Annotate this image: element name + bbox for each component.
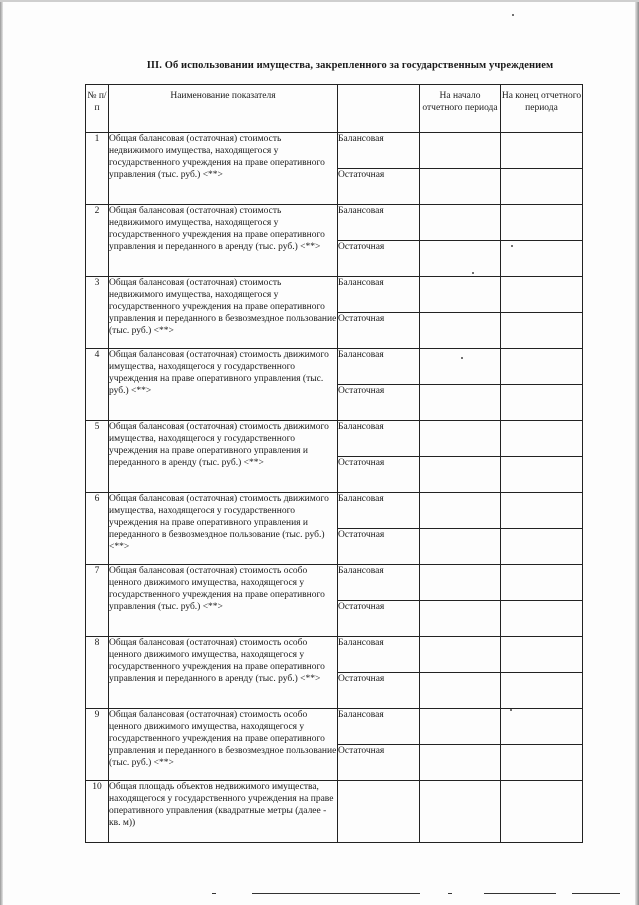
- indicator-name: Общая балансовая (остаточная) стоимость недвижимого имущества, находящегося у государственного учреждения на праве оперативного управления (тыс. руб.) <**>: [109, 133, 338, 205]
- table-row: [86, 781, 583, 843]
- period-end-cell: [501, 601, 583, 637]
- period-start-cell: [420, 349, 501, 385]
- table-row: [86, 277, 583, 313]
- value-type-label: Балансовая: [338, 349, 420, 385]
- period-end-cell: [501, 277, 583, 313]
- period-end-cell: [501, 709, 583, 745]
- row-number: 10: [86, 781, 109, 843]
- period-end-cell: [501, 673, 583, 709]
- indicator-name: Общая балансовая (остаточная) стоимость движимого имущества, находящегося у государственного учреждения на праве оперативного управления (тыс. руб.) <**>: [109, 349, 338, 421]
- indicator-name: Общая балансовая (остаточная) стоимость особо ценного движимого имущества, находящегося у государственного учреждения на праве оперативного управления и переданного в безвозмездное пользование (тыс. руб.) <**>: [109, 709, 338, 781]
- value-type-label: Балансовая: [338, 565, 420, 601]
- period-end-cell: [501, 493, 583, 529]
- table-row: [86, 349, 583, 385]
- row-number: 5: [86, 421, 109, 493]
- value-type-label: Остаточная: [338, 457, 420, 493]
- row-number: 6: [86, 493, 109, 565]
- value-type-label: Балансовая: [338, 205, 420, 241]
- indicator-name: Общая балансовая (остаточная) стоимость движимого имущества, находящегося у государственного учреждения на праве оперативного управления и переданного в аренду (тыс. руб.) <**>: [109, 421, 338, 493]
- scan-edge-right: [635, 0, 639, 905]
- period-start-cell: [420, 529, 501, 565]
- table-row: [86, 421, 583, 457]
- period-start-cell: [420, 277, 501, 313]
- period-start-cell: [420, 709, 501, 745]
- table-row: [86, 493, 583, 529]
- value-type-label: Остаточная: [338, 529, 420, 565]
- period-start-cell: [420, 781, 501, 843]
- value-type-cell: [338, 781, 420, 843]
- period-end-cell: [501, 529, 583, 565]
- period-start-cell: [420, 637, 501, 673]
- row-number: 9: [86, 709, 109, 781]
- period-start-cell: [420, 673, 501, 709]
- row-number: 7: [86, 565, 109, 637]
- value-type-label: Остаточная: [338, 169, 420, 205]
- period-end-cell: [501, 133, 583, 169]
- period-end-cell: [501, 565, 583, 601]
- period-start-cell: [420, 601, 501, 637]
- value-type-label: Балансовая: [338, 709, 420, 745]
- table-row: [86, 709, 583, 745]
- value-type-label: Остаточная: [338, 385, 420, 421]
- row-number: 4: [86, 349, 109, 421]
- header-name: Наименование показателя: [109, 85, 338, 133]
- section-title: III. Об использовании имущества, закрепленного за государственным учреждением: [146, 60, 554, 71]
- value-type-label: Балансовая: [338, 421, 420, 457]
- period-end-cell: [501, 241, 583, 277]
- header-period-start: На начало отчетного периода: [420, 85, 501, 133]
- period-end-cell: [501, 745, 583, 781]
- header-num: № п/п: [86, 85, 109, 133]
- scan-edge-left: [0, 0, 3, 905]
- table-row: [86, 133, 583, 169]
- value-type-label: Балансовая: [338, 133, 420, 169]
- header-type: [338, 85, 420, 133]
- period-end-cell: [501, 385, 583, 421]
- period-end-cell: [501, 457, 583, 493]
- indicator-name: Общая балансовая (остаточная) стоимость особо ценного движимого имущества, находящегося у государственного учреждения на праве оперативного управления и переданного в аренду (тыс. руб.) <**>: [109, 637, 338, 709]
- row-number: 3: [86, 277, 109, 349]
- period-start-cell: [420, 169, 501, 205]
- indicator-name: Общая балансовая (остаточная) стоимость недвижимого имущества, находящегося у государственного учреждения на праве оперативного управления и переданного в аренду (тыс. руб.) <**>: [109, 205, 338, 277]
- row-number: 8: [86, 637, 109, 709]
- period-end-cell: [501, 169, 583, 205]
- period-end-cell: [501, 781, 583, 843]
- period-start-cell: [420, 745, 501, 781]
- period-start-cell: [420, 385, 501, 421]
- period-end-cell: [501, 637, 583, 673]
- row-number: 2: [86, 205, 109, 277]
- period-end-cell: [501, 421, 583, 457]
- period-start-cell: [420, 457, 501, 493]
- period-start-cell: [420, 241, 501, 277]
- table-header-row: [86, 85, 583, 133]
- period-end-cell: [501, 313, 583, 349]
- table-row: [86, 637, 583, 673]
- value-type-label: Остаточная: [338, 601, 420, 637]
- table-body: [86, 133, 583, 843]
- period-start-cell: [420, 205, 501, 241]
- value-type-label: Остаточная: [338, 313, 420, 349]
- indicator-name: Общая площадь объектов недвижимого имущества, находящегося у государственного учреждения на праве оперативного управления (квадратные метры (далее - кв. м)): [109, 781, 338, 843]
- value-type-label: Остаточная: [338, 673, 420, 709]
- header-period-end: На конец отчетного периода: [501, 85, 583, 133]
- row-number: 1: [86, 133, 109, 205]
- value-type-label: Остаточная: [338, 241, 420, 277]
- value-type-label: Балансовая: [338, 277, 420, 313]
- value-type-label: Балансовая: [338, 493, 420, 529]
- scan-edge-top: [0, 0, 639, 2]
- value-type-label: Остаточная: [338, 745, 420, 781]
- period-start-cell: [420, 133, 501, 169]
- scan-bottom-marks: [0, 893, 639, 897]
- table-row: [86, 205, 583, 241]
- period-start-cell: [420, 313, 501, 349]
- scan-speck: [512, 14, 514, 16]
- indicator-name: Общая балансовая (остаточная) стоимость недвижимого имущества, находящегося у государственного учреждения на праве оперативного управления и переданного в безвозмездное пользование (тыс. руб.) <**>: [109, 277, 338, 349]
- period-end-cell: [501, 205, 583, 241]
- period-start-cell: [420, 565, 501, 601]
- property-usage-table: [85, 84, 583, 843]
- table-row: [86, 565, 583, 601]
- indicator-name: Общая балансовая (остаточная) стоимость особо ценного движимого имущества, находящегося у государственного учреждения на праве оперативного управления (тыс. руб.) <**>: [109, 565, 338, 637]
- value-type-label: Балансовая: [338, 637, 420, 673]
- indicator-name: Общая балансовая (остаточная) стоимость движимого имущества, находящегося у государственного учреждения на праве оперативного управления и переданного в безвозмездное пользование (тыс. руб.) <**>: [109, 493, 338, 565]
- period-start-cell: [420, 421, 501, 457]
- period-end-cell: [501, 349, 583, 385]
- period-start-cell: [420, 493, 501, 529]
